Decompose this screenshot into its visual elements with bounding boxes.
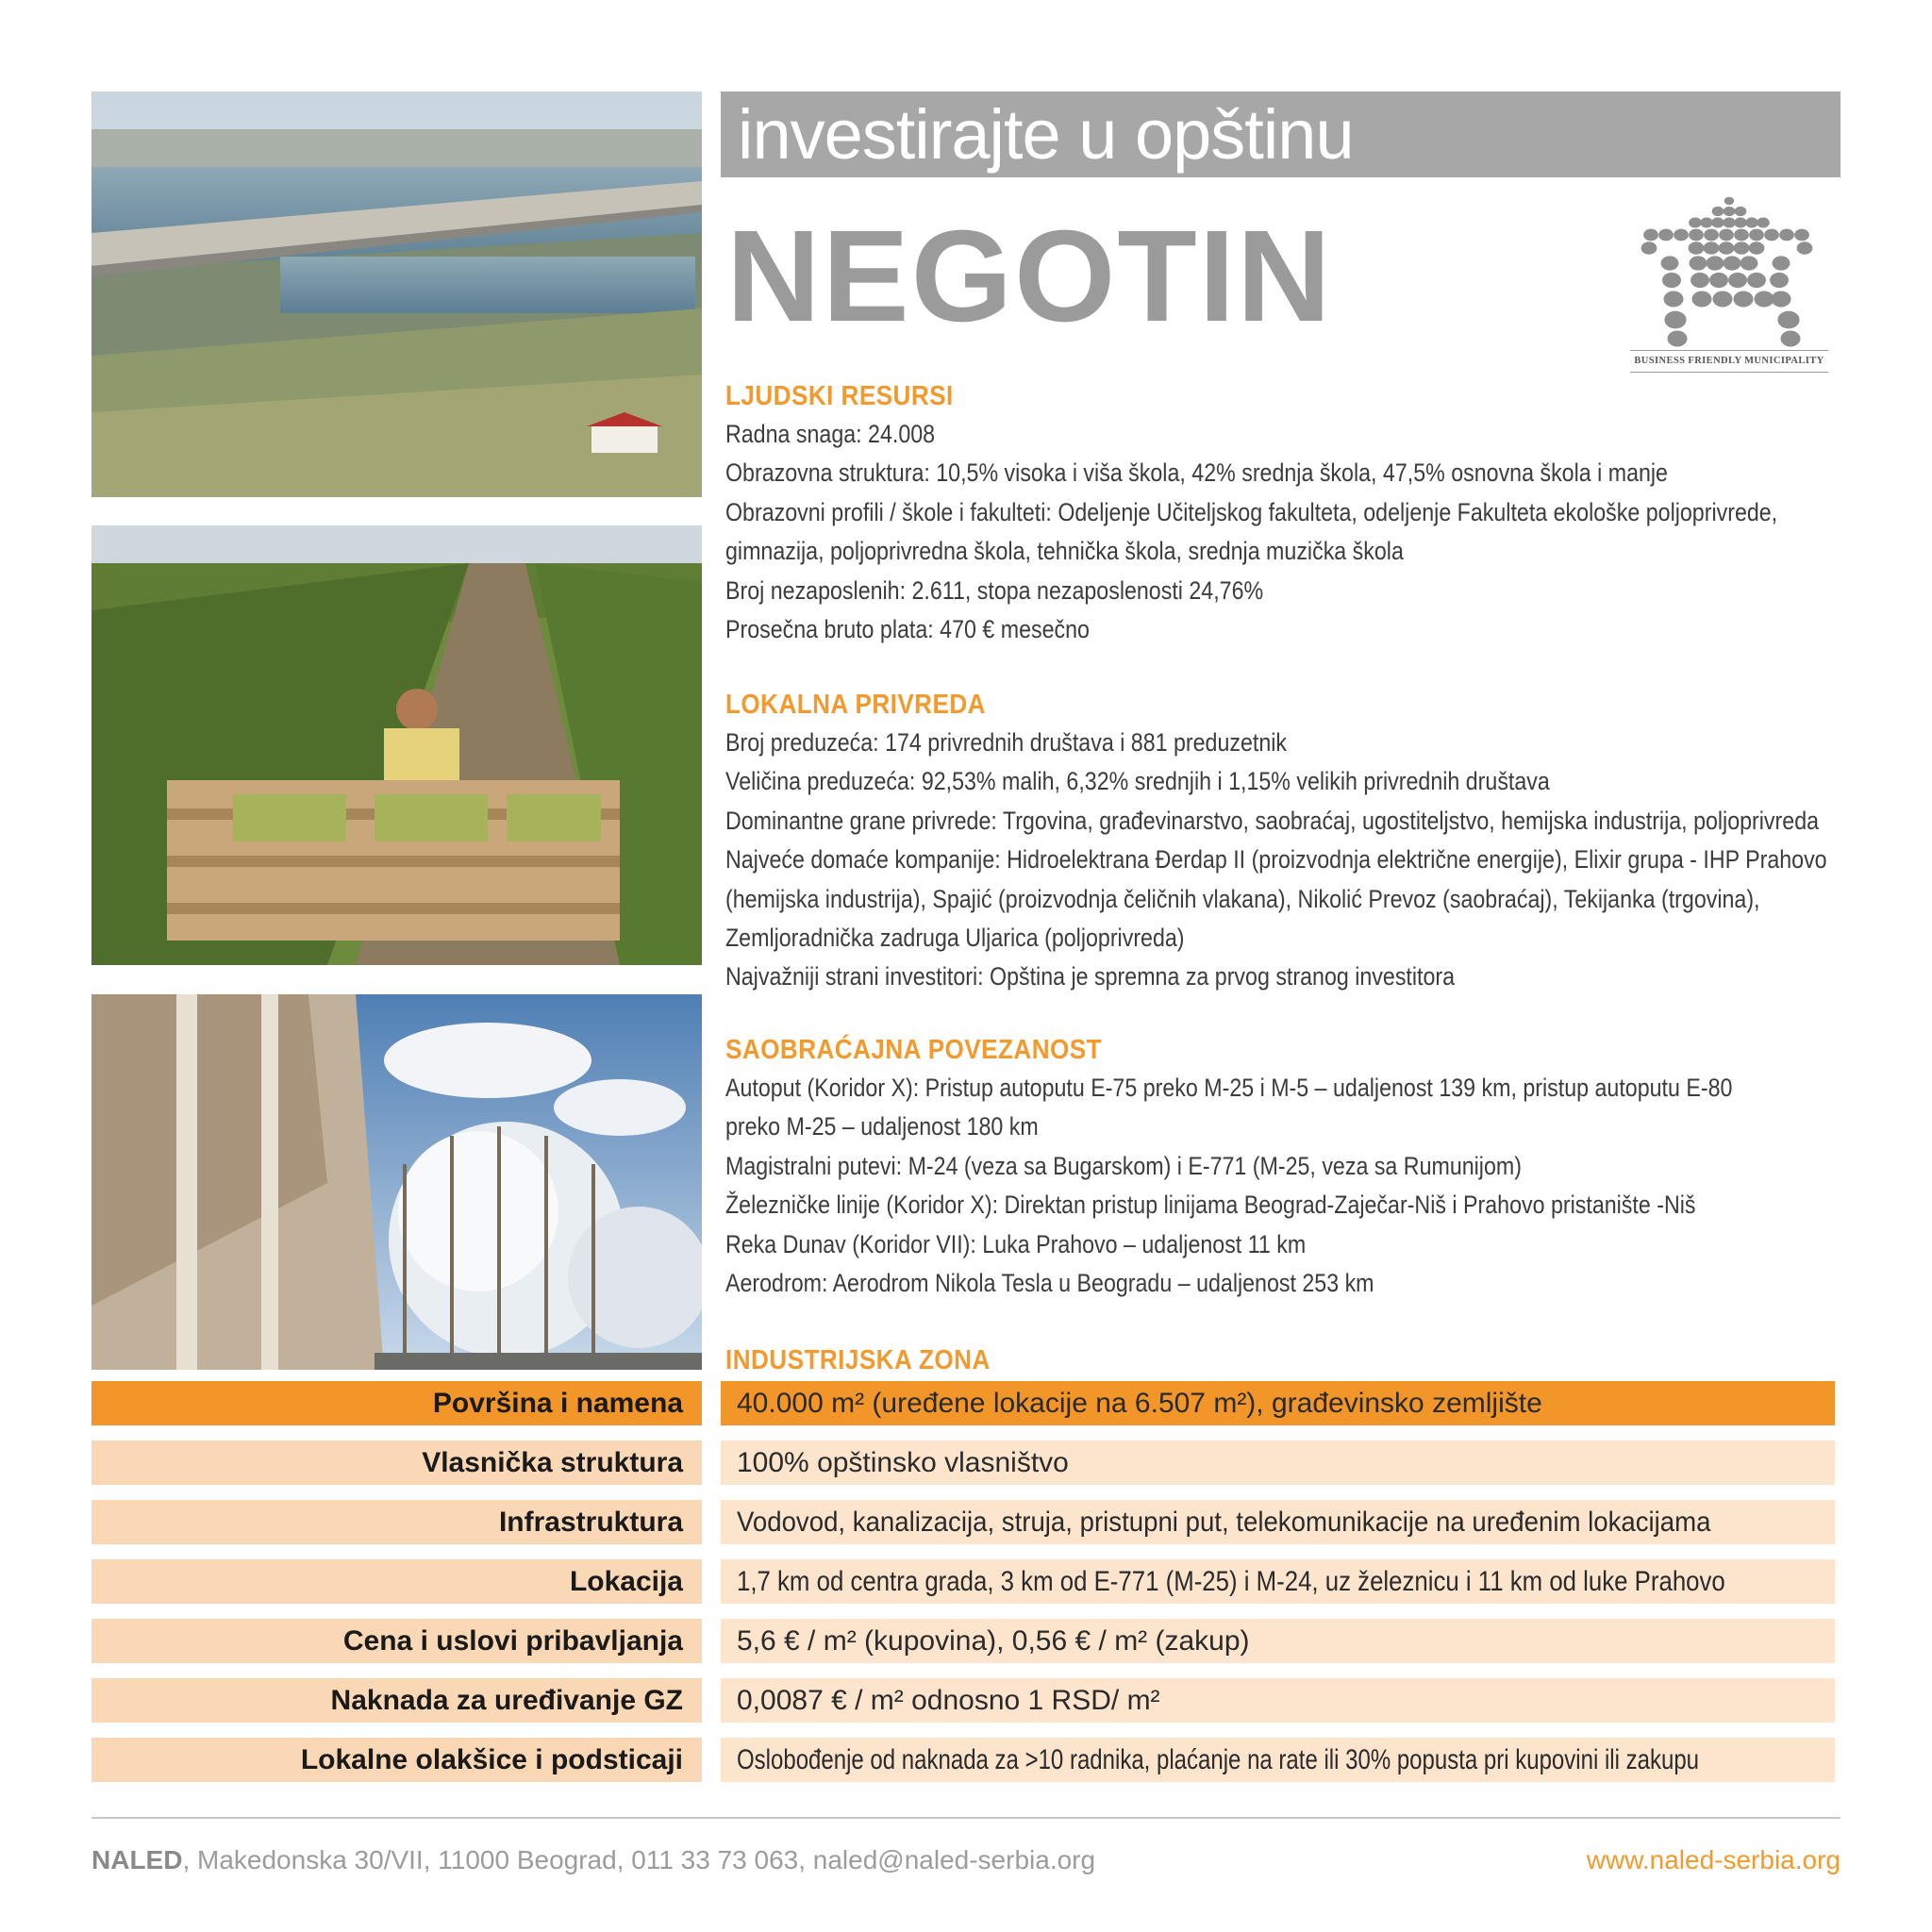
logo-dot [1734, 217, 1747, 227]
logo-dot [1723, 217, 1736, 227]
logo-dot [1797, 242, 1813, 255]
section-title: LOKALNA PRIVREDA [725, 690, 986, 720]
zone-row [92, 1500, 1835, 1544]
info-line: gimnazija, poljoprivredna škola, tehnička škola, srednja muzička škola [725, 537, 1404, 566]
zone-row-value-text: 1,7 km od centra grada, 3 km od E-771 (M-25) i M-24, uz železnicu i 11 km od luke Prahovo [737, 1566, 1725, 1597]
logo-dot [1719, 229, 1734, 242]
logo-dot [1690, 256, 1707, 270]
info-line: Dominantne grane privrede: Trgovina, građevinarstvo, saobraćaj, ugostiteljstvo, hemijska industrija, poljoprivreda [725, 806, 1820, 835]
info-line: Najvažniji strani investitori: Opština je spremna za prvog stranog investitora [725, 962, 1456, 991]
info-line: Veličina preduzeća: 92,53% malih, 6,32% srednjih i 1,15% velikih privrednih društava [725, 767, 1550, 796]
footer-contact [92, 1845, 1095, 1875]
logo-dot [1662, 273, 1681, 288]
logo-dot [1749, 242, 1765, 255]
zone-row-value-text: 5,6 € / m² (kupovina), 0,56 € / m² (zakup) [737, 1625, 1250, 1657]
logo-dot [1745, 217, 1758, 227]
logo-dot [1747, 273, 1766, 288]
zone-row-label: Površina i namena [92, 1381, 702, 1425]
logo-dot [1689, 242, 1705, 255]
logo-dot [1755, 291, 1774, 308]
section-lines [725, 1069, 1839, 1303]
zone-row-label: Vlasnička struktura [92, 1441, 702, 1485]
info-line: Najveće domaće kompanije: Hidroelektrana Đerdap II (proizvodnja električne energije), Elixir grupa - IHP Prahovo [725, 845, 1827, 874]
footer-divider [92, 1817, 1840, 1819]
tagline: investirajte u opštinu [738, 95, 1354, 174]
zone-row-label: Lokacija [92, 1559, 702, 1604]
info-line: Železničke linije (Koridor X): Direktan pristup linijama Beograd-Zaječar-Niš i Prahovo pristanište -Niš [725, 1191, 1696, 1220]
logo-caption: BUSINESS FRIENDLY MUNICIPALITY [1634, 356, 1824, 366]
logo-dot [1734, 291, 1754, 308]
logo-dot [1740, 256, 1758, 270]
section-title: SAOBRAĆAJNA POVEZANOST [725, 1035, 1103, 1065]
zone-row-value-text: 0,0087 € / m² odnosno 1 RSD/ m² [737, 1685, 1160, 1716]
zone-row-value [721, 1678, 1835, 1723]
zone-row-value-text: 40.000 m² (uređene lokacije na 6.507 m²), građevinsko zemljište [737, 1388, 1542, 1419]
logo-dot [1709, 273, 1728, 288]
info-line: Magistralni putevi: M-24 (veza sa Bugarskom) i E-771 (M-25, veza sa Rumunijom) [725, 1151, 1522, 1180]
logo-dot [1689, 229, 1704, 242]
info-line: Radna snaga: 24.008 [725, 420, 936, 448]
zone-row-value [721, 1500, 1835, 1544]
zone-row-label: Lokalne olakšice i podsticaji [92, 1738, 702, 1782]
business-friendly-logo [1630, 193, 1828, 373]
logo-dot [1711, 217, 1724, 227]
info-line: Aerodrom: Aerodrom Nikola Tesla u Beogradu – udaljenost 253 km [725, 1269, 1374, 1298]
logo-dot [1690, 273, 1709, 288]
logo-dot [1724, 197, 1735, 206]
logo-dot [1781, 331, 1801, 347]
section-ljudski-resursi [725, 377, 1839, 649]
logo-dot [1772, 291, 1791, 308]
logo-dot [1719, 242, 1735, 255]
logo-dot [1658, 229, 1674, 242]
info-line: preko M-25 – udaljenost 180 km [725, 1112, 1039, 1141]
logo-dot [1641, 242, 1657, 255]
logo-dot [1713, 291, 1733, 308]
section-lokalna-privreda [725, 686, 1839, 997]
chemical-plant-tanks-photo [92, 994, 702, 1370]
logo-dot [1700, 217, 1713, 227]
section-lines [725, 724, 1839, 997]
footer-org: NALED [92, 1845, 183, 1874]
logo-dot [1724, 256, 1741, 270]
logo-dot [1668, 331, 1688, 347]
zone-row-value [721, 1559, 1835, 1604]
page-title: NEGOTIN [726, 204, 1333, 349]
zone-row [92, 1619, 1835, 1663]
logo-dot [1664, 291, 1684, 308]
title-bar [721, 92, 1840, 177]
logo-dot [1749, 229, 1764, 242]
info-line: Autoput (Koridor X): Pristup autoputu E-75 preko M-25 i M-5 – udaljenost 139 km, pristup autoputu E-80 [725, 1074, 1733, 1102]
zone-row-value [721, 1619, 1835, 1663]
zone-row [92, 1738, 1835, 1782]
info-line: Zemljoradnička zadruga Uljarica (poljoprivreda) [725, 924, 1185, 953]
logo-dot [1773, 256, 1790, 270]
logo-dot [1735, 207, 1747, 216]
zone-row-label: Naknada za uređivanje GZ [92, 1678, 702, 1723]
info-line: Obrazovna struktura: 10,5% visoka i viša škola, 42% srednja škola, 47,5% osnovna škola i manje [725, 458, 1668, 488]
zone-row [92, 1381, 1835, 1425]
section-saobracajna-povezanost [725, 1031, 1839, 1303]
logo-dot [1712, 207, 1724, 216]
logo-dot [1704, 229, 1719, 242]
zone-row-value [721, 1738, 1835, 1782]
logo-dot [1779, 229, 1794, 242]
info-line: Obrazovni profili / škole i fakulteti: Odeljenje Učiteljskog fakulteta, odeljenje Fakulteta ekološke poljoprivrede, [725, 497, 1778, 526]
info-line: Prosečna bruto plata: 470 € mesečno [725, 615, 1090, 644]
info-line: Reka Dunav (Koridor VII): Luka Prahovo – udaljenost 11 km [725, 1229, 1307, 1258]
logo-dot [1692, 291, 1712, 308]
logo-dot [1674, 229, 1689, 242]
zone-row-value-text: Vodovod, kanalizacija, struja, pristupni put, telekomunikacije na uređenim lokacijama [737, 1507, 1711, 1538]
logo-dot [1764, 229, 1779, 242]
zone-title: INDUSTRIJSKA ZONA [725, 1345, 991, 1375]
zone-row-value [721, 1381, 1835, 1425]
logo-dot [1770, 273, 1789, 288]
info-line: (hemijska industrija), Spajić (proizvodnja čeličnih vlakana), Nikolić Prevoz (saobraćaj), Tekijanka (trgovina), [725, 884, 1760, 913]
hydroelectric-dam-photo [92, 92, 702, 497]
zone-row-value-text: 100% opštinsko vlasništvo [737, 1447, 1069, 1478]
info-line: Broj nezaposlenih: 2.611, stopa nezaposlenosti 24,76% [725, 575, 1264, 605]
logo-dot [1689, 217, 1702, 227]
logo-dot [1734, 229, 1749, 242]
zone-row [92, 1678, 1835, 1723]
info-line: Broj preduzeća: 174 privrednih društava i 881 preduzetnik [725, 728, 1288, 757]
zone-row-label: Infrastruktura [92, 1500, 702, 1544]
logo-dot [1794, 229, 1809, 242]
logo-dot [1661, 256, 1679, 270]
section-lines [725, 415, 1839, 649]
zone-row-value [721, 1441, 1835, 1485]
logo-dot [1707, 256, 1724, 270]
zone-row [92, 1559, 1835, 1604]
logo-dot [1728, 273, 1747, 288]
logo-dot [1734, 242, 1750, 255]
zone-row-value-text: Oslobođenje od naknada za >10 radnika, plaćanje na rate ili 30% popusta pri kupovini ili zakupu [737, 1744, 1700, 1775]
business-friendly-dots-logo [1630, 193, 1828, 354]
footer-website-link[interactable]: www.naled-serbia.org [1586, 1845, 1840, 1874]
zone-row-label: Cena i uslovi pribavljanja [92, 1619, 702, 1663]
section-title: LJUDSKI RESURSI [725, 381, 954, 411]
logo-dot [1704, 242, 1720, 255]
logo-dot [1724, 207, 1736, 216]
logo-dot [1664, 311, 1686, 329]
footer-address: , Makedonska 30/VII, 11000 Beograd, 011 33 73 063, naled@naled-serbia.org [182, 1845, 1096, 1874]
zone-row [92, 1441, 1835, 1485]
vineyard-harvest-photo [92, 525, 702, 965]
logo-dot [1757, 217, 1770, 227]
logo-dot [1777, 311, 1799, 329]
logo-dot [1643, 229, 1658, 242]
